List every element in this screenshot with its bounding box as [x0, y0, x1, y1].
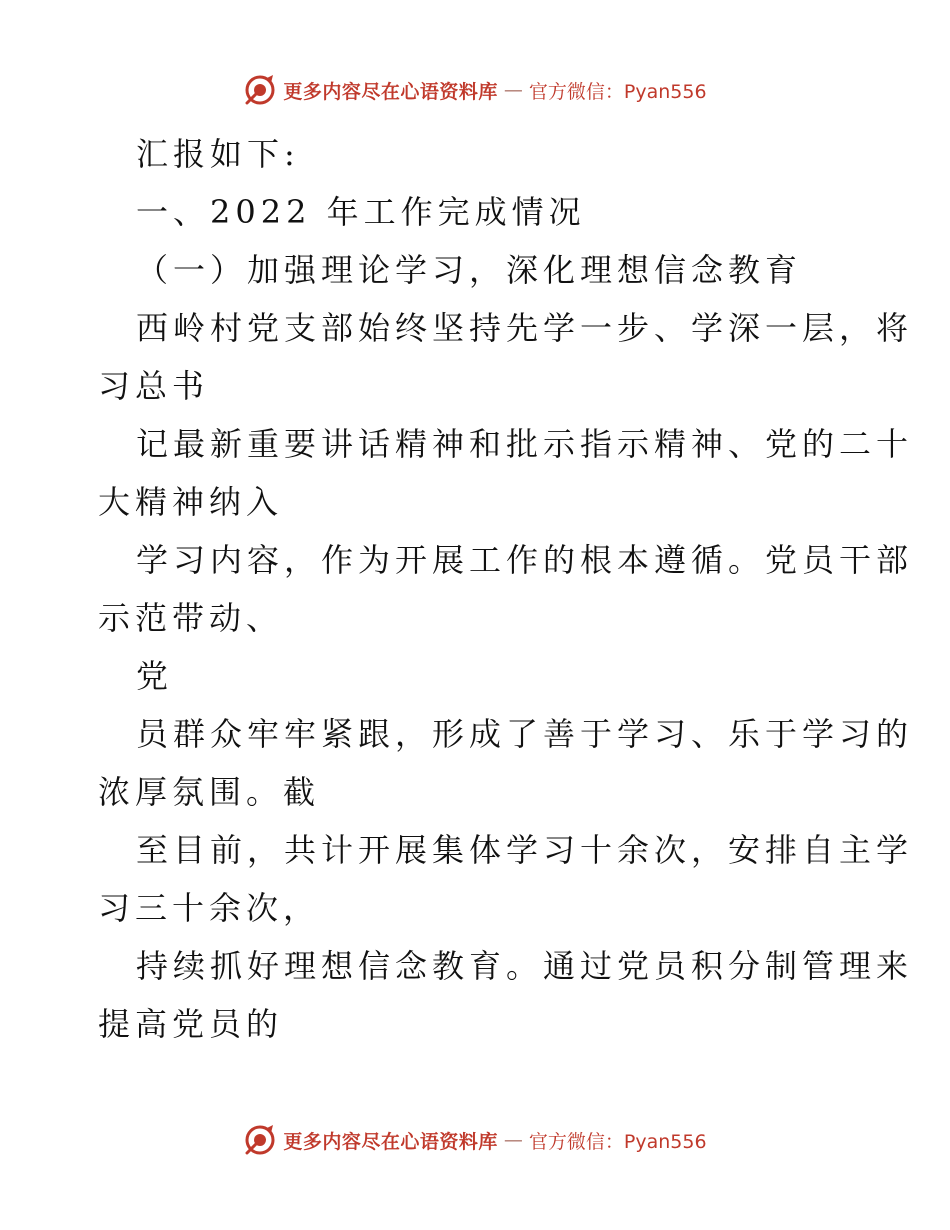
- watermark-dash: —: [503, 79, 523, 101]
- doc-line: 一、2022 年工作完成情况: [136, 193, 586, 231]
- doc-line: 学习内容，作为开展工作的根本遵循。党员干部: [136, 541, 914, 579]
- doc-line: 浓厚氛围。截: [98, 773, 321, 811]
- watermark-brand-text: 更多内容尽在心语资料库: [283, 80, 498, 103]
- doc-line: 示范带动、: [98, 599, 284, 637]
- doc-line: 习总书: [98, 367, 210, 405]
- doc-line: 西岭村党支部始终坚持先学一步、学深一层，将: [136, 309, 914, 347]
- doc-line: 党: [136, 657, 174, 695]
- watermark-contact-text: 官方微信：Pyan556: [528, 1130, 707, 1153]
- watermark-dash: —: [503, 1129, 523, 1151]
- header-watermark: [0, 70, 950, 110]
- document-body: [98, 125, 914, 1053]
- doc-line: 至目前，共计开展集体学习十余次，安排自主学: [136, 831, 914, 869]
- doc-line: 记最新重要讲话精神和批示指示精神、党的二十: [136, 425, 914, 463]
- doc-line: 提高党员的: [98, 1005, 284, 1043]
- pen-logo-icon: [243, 1123, 277, 1157]
- doc-line: 持续抓好理想信念教育。通过党员积分制管理来: [136, 947, 914, 985]
- doc-line: 员群众牢牢紧跟，形成了善于学习、乐于学习的: [136, 715, 914, 753]
- doc-line: 汇报如下:: [136, 135, 300, 173]
- doc-line: 大精神纳入: [98, 483, 284, 521]
- doc-line: （一）加强理论学习，深化理想信念教育: [136, 251, 803, 289]
- pen-logo-icon: [243, 73, 277, 107]
- doc-line: 习三十余次，: [98, 889, 321, 927]
- footer-watermark: [0, 1120, 950, 1160]
- watermark-contact-text: 官方微信：Pyan556: [528, 80, 707, 103]
- watermark-brand-text: 更多内容尽在心语资料库: [283, 1130, 498, 1153]
